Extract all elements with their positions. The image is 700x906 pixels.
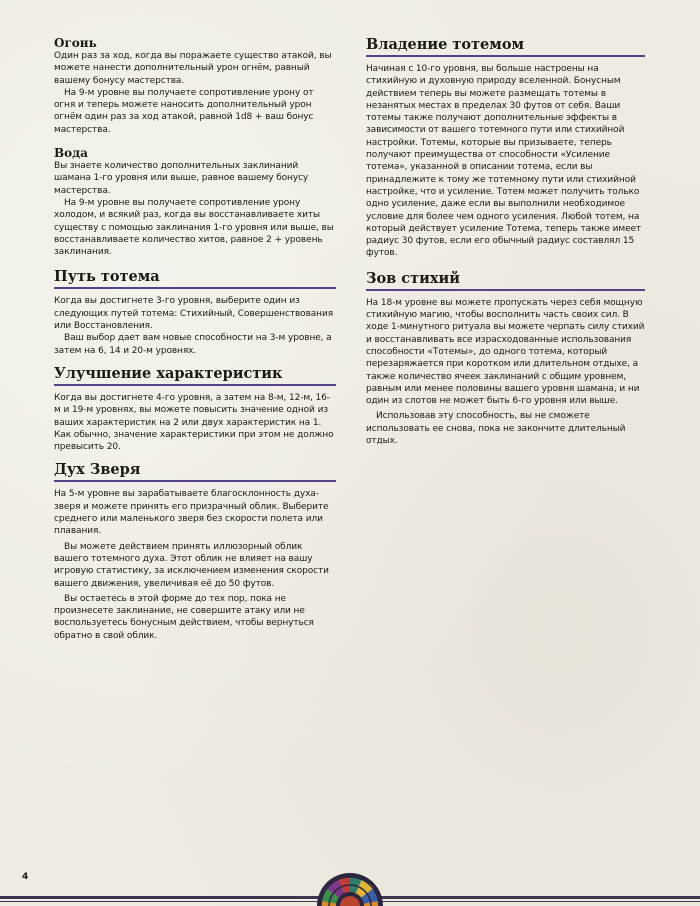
- fire-paragraph-1: Один раз за ход, когда вы поражаете существо атакой, вы можете нанести дополнительный урон огнём, равный вашему бонусу мастерства.: [54, 51, 332, 86]
- beast-spirit-section: [54, 461, 336, 642]
- beast-spirit-heading: Дух Зверя: [54, 461, 336, 482]
- call-of-elements-paragraph-1: На 18-м уровне вы можете пропускать через себя мощную стихийную магию, чтобы восполнить часть своих сил. В ходе 1-минутного ритуала вы можете черпать силу стихий и восстанавливать все израсходованные использования способности «Тотемы», до одного тотема, который перезаряжается при коротком или длительном отдыхе, а также количество ячеек заклинаний с общим уровнем, равным или менее половины вашего уровня шамана, и ни один из слотов не может быть 6-го уровня или выше.: [366, 297, 645, 407]
- totem-path-section: [54, 268, 336, 356]
- page-number: 4: [22, 872, 29, 882]
- left-column: [54, 36, 336, 642]
- call-of-elements-section: [366, 270, 645, 448]
- water-heading: Вода: [54, 146, 88, 161]
- beast-spirit-paragraph-3: Вы остаетесь в этой форме до тех пор, пока не произнесете заклинание, не совершите атаку или не воспользуетесь бонусным действием, чтобы вернуться обратно в свой облик.: [54, 593, 314, 641]
- stained-glass-emblem-icon: [316, 866, 384, 906]
- beast-spirit-paragraph-1: На 5-м уровне вы зарабатываете благосклонность духа-зверя и можете принять его призрачный облик. Выберите среднего или маленького зверя без скорости полета или плавания.: [54, 489, 329, 537]
- fire-subsection: [54, 36, 336, 136]
- call-of-elements-heading: Зов стихий: [366, 270, 645, 291]
- totem-mastery-paragraph: Начиная с 10-го уровня, вы больше настроены на стихийную и духовную природу вселенной. Бонусным действием теперь вы можете размещать тотемы в незанятых местах в пределах 30 футов от себя. Ваши тотемы также получают дополнительные эффекты в зависимости от вашего тотемного пути или стихийной настройки. Тотемы, которые вы призываете, теперь получают преимущества от способности «Усиление тотема», указанной в описании тотема, если вы принадлежите к тому же тотемному пути или стихийной настройке, что и усиление. Тотем может получить только одно усиление, даже если вы выполнили необходимое условие для более чем одного усиления. Любой тотем, на который действует усиление Тотема, теперь также имеет радиус 30 футов, если его обычный радиус составлял 15 футов.: [366, 64, 642, 259]
- right-column: [366, 36, 645, 447]
- totem-mastery-heading: Владение тотемом: [366, 36, 645, 57]
- fire-heading: Огонь: [54, 36, 97, 50]
- totem-path-heading: Путь тотема: [54, 268, 336, 289]
- ability-improvement-paragraph: Когда вы достигнете 4-го уровня, а затем на 8-м, 12-м, 16-м и 19-м уровнях, вы можете повысить значение одной из ваших характеристик на 2 или двух характеристик на 1. Как обычно, значение характеристики при этом не должно превысить 20.: [54, 392, 334, 453]
- ability-improvement-section: [54, 365, 336, 453]
- call-of-elements-paragraph-2: Использовав эту способность, вы не сможете использовать ее снова, пока не закончите длительный отдых.: [366, 411, 626, 447]
- totem-path-paragraph-2: Ваш выбор дает вам новые способности на 3-м уровне, а затем на 6, 14 и 20-м уровнях.: [54, 333, 332, 356]
- water-subsection: [54, 146, 336, 258]
- water-paragraph-1: Вы знаете количество дополнительных заклинаний шамана 1-го уровня или выше, равное вашему бонусу мастерства.: [54, 161, 309, 196]
- totem-mastery-section: [366, 36, 645, 260]
- water-paragraph-2: На 9-м уровне вы получаете сопротивление урону холодом, и всякий раз, когда вы восстанавливаете хиты существу с помощью заклинания 1-го уровня или выше, вы восстанавливаете количество хитов, равное 2 + уровень заклинания.: [54, 197, 334, 258]
- beast-spirit-paragraph-2: Вы можете действием принять иллюзорный облик вашего тотемного духа. Этот облик не влияет на вашу игровую статистику, за исключением изменения скорости вашего движения, увеличивая её до 50 футов.: [54, 541, 329, 589]
- ability-improvement-heading: Улучшение характеристик: [54, 365, 336, 386]
- fire-paragraph-2: На 9-м уровне вы получаете сопротивление урону от огня и теперь можете наносить дополнительный урон огнём один раз за ход атакой, равной 1d8 + ваш бонус мастерства.: [54, 87, 314, 135]
- totem-path-paragraph-1: Когда вы достигнете 3-го уровня, выберите один из следующих путей тотема: Стихийный, Совершенствования или Восстановления.: [54, 296, 334, 332]
